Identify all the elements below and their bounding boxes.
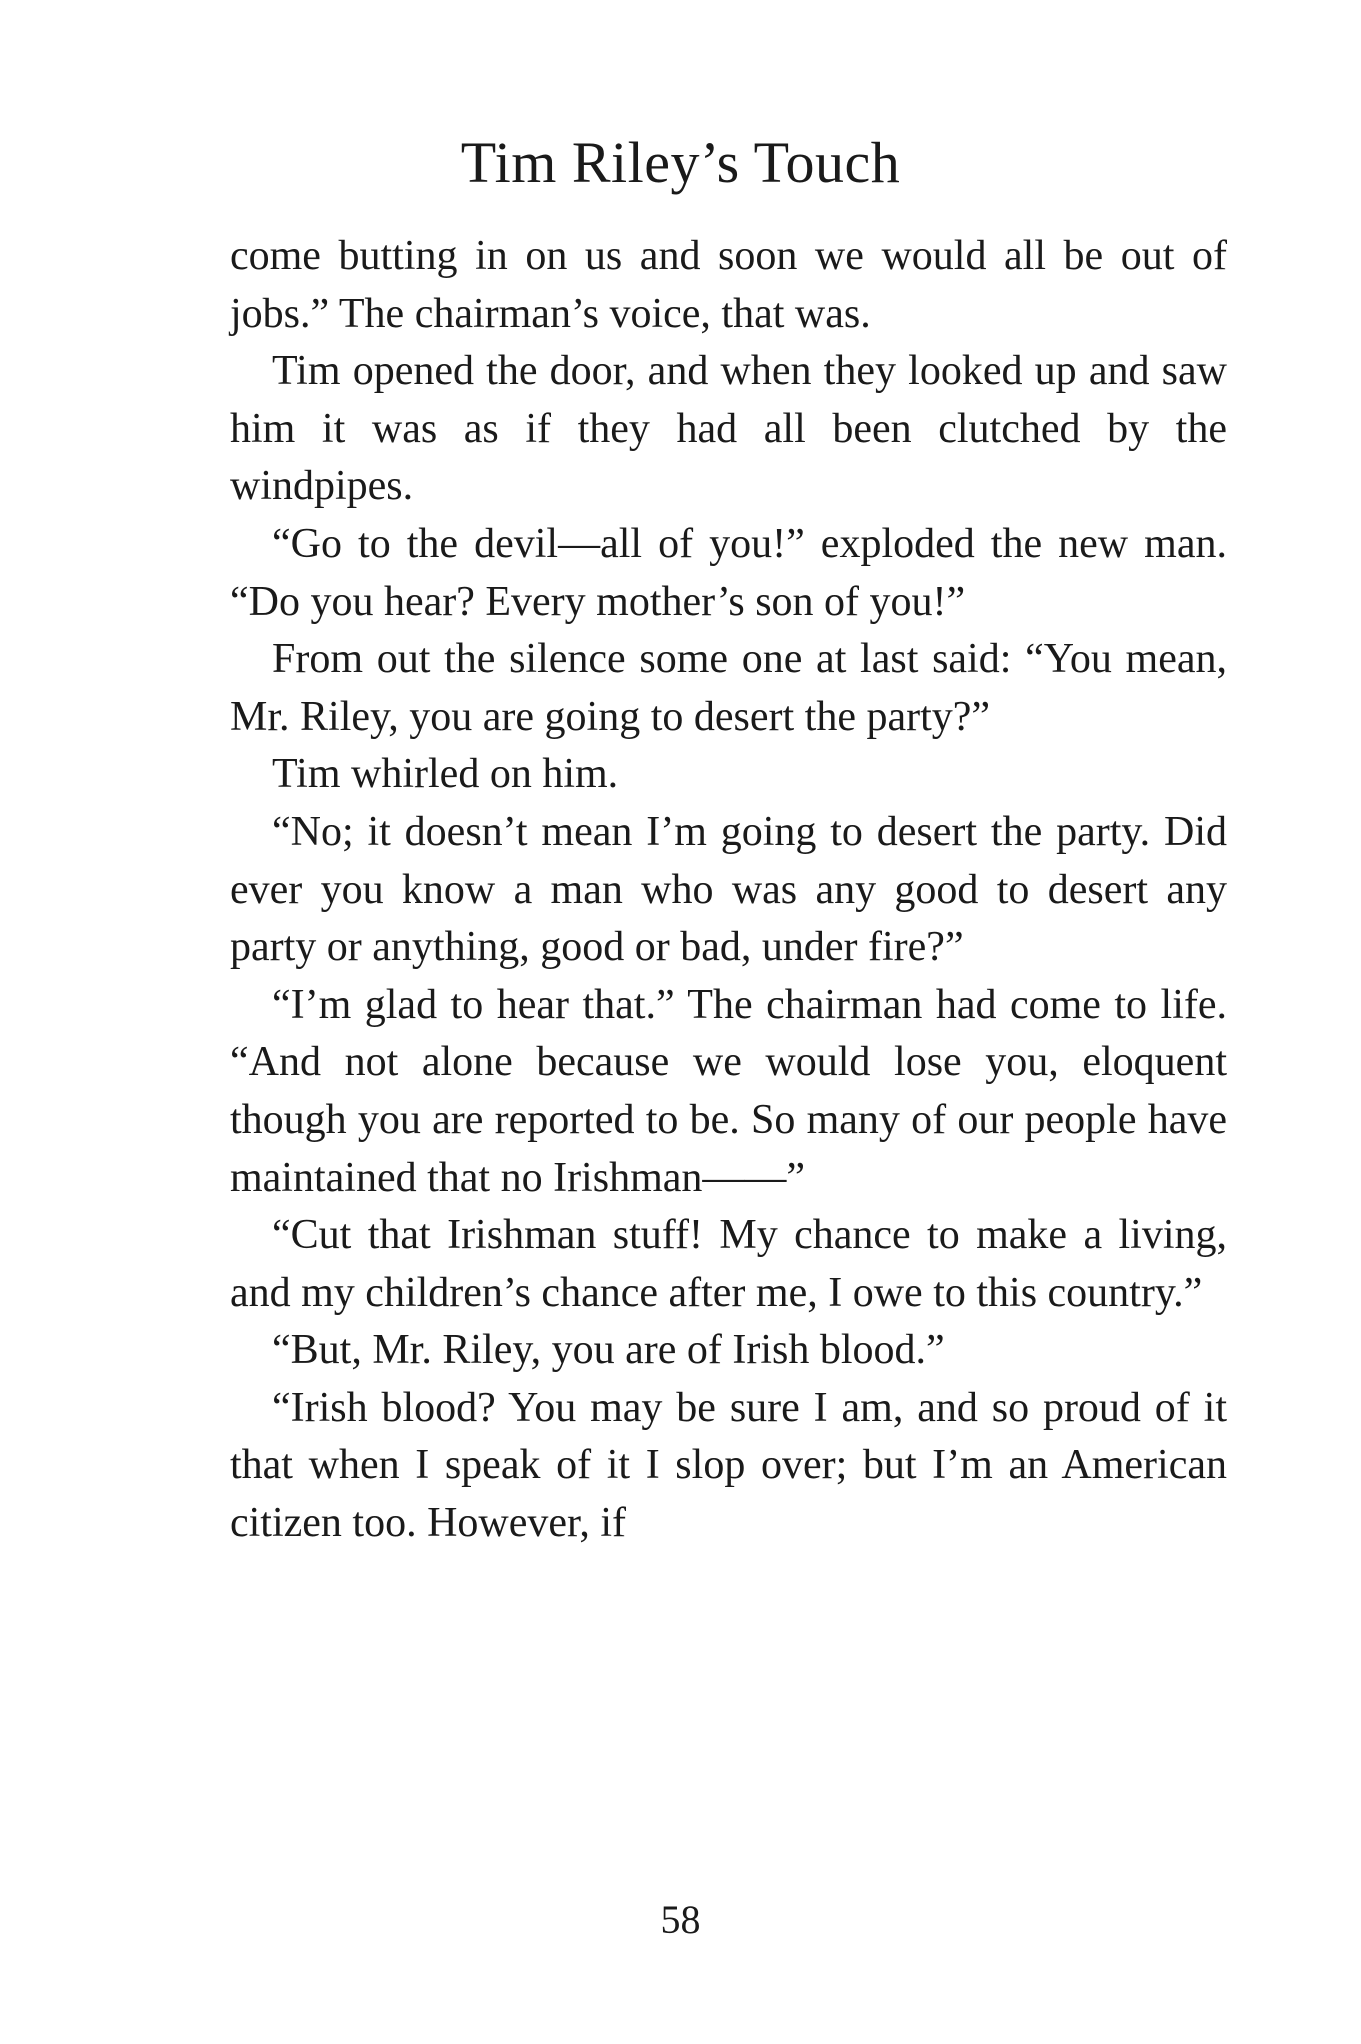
paragraph: “Cut that Irishman stuff! My chance to make a living, and my children’s chance after me, I owe to this country.” [230, 1212, 1227, 1316]
page-title: Tim Riley’s Touch [460, 130, 901, 195]
paragraph: come butting in on us and soon we would all be out of jobs.” The chairman’s voice, that was. [230, 233, 1227, 337]
body-text [230, 228, 1227, 1553]
paragraph: “No; it doesn’t mean I’m going to desert the party. Did ever you know a man who was any good to desert any party or anything, good or bad, under fire?” [230, 808, 1227, 971]
paragraph: “But, Mr. Riley, you are of Irish blood.” [272, 1327, 945, 1374]
paragraph: Tim whirled on him. [272, 751, 619, 798]
paragraph: Tim opened the door, and when they looked up and saw him it was as if they had all been clutched by the windpipes. [230, 348, 1227, 510]
paragraph: “Go to the devil—all of you!” exploded the new man. “Do you hear? Every mother’s son of you!” [230, 520, 1227, 625]
page-number: 58 [660, 1897, 701, 1942]
paragraph: From out the silence some one at last said: “You mean, Mr. Riley, you are going to desert the party?” [230, 636, 1227, 740]
paragraph: “I’m glad to hear that.” The chairman had come to life. “And not alone because we would lose you, eloquent though you are reported to be. So many of our people have maintained that no Irishman——” [230, 981, 1227, 1201]
paragraph: “Irish blood? You may be sure I am, and so proud of it that when I speak of it I slop over; but I’m an American citizen too. However, if [230, 1384, 1227, 1547]
